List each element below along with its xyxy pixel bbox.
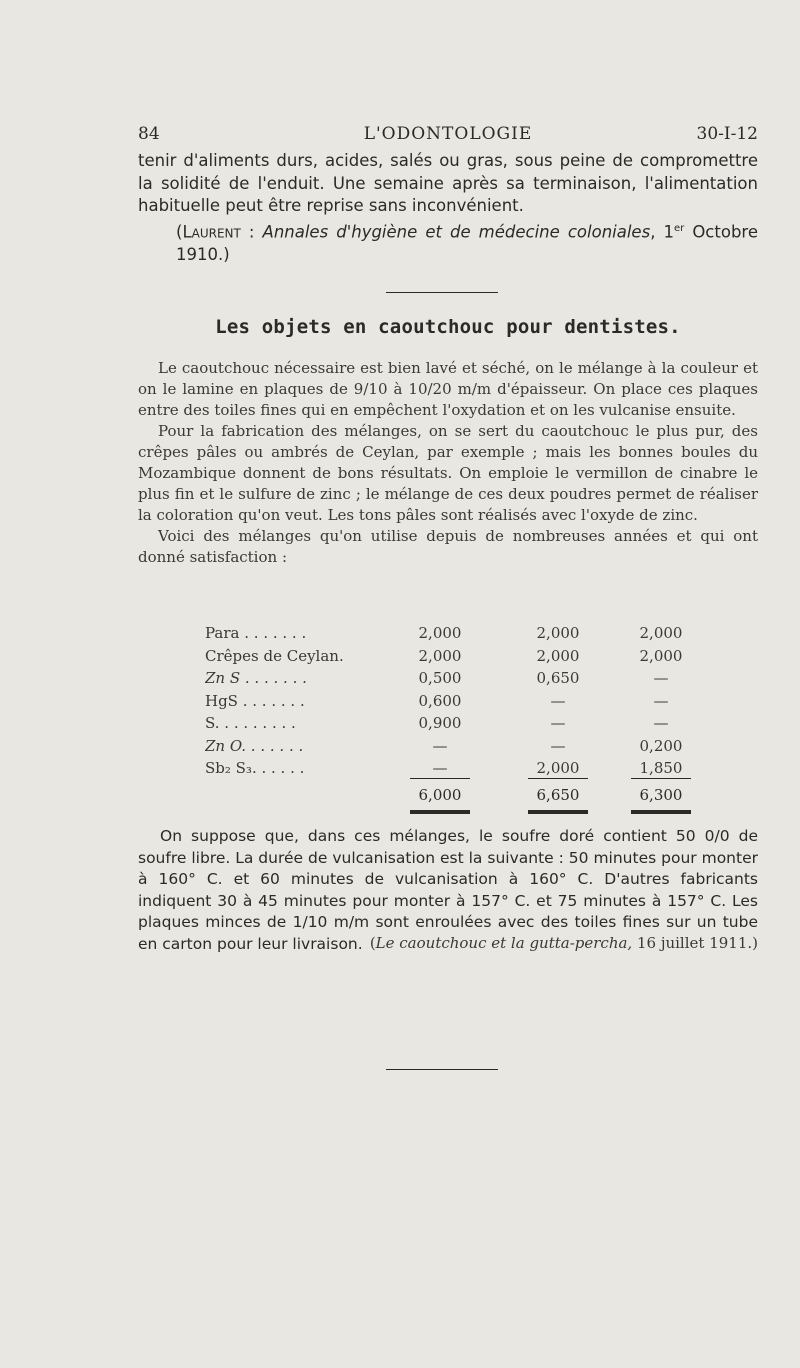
row-label: Crêpes de Ceylan. xyxy=(205,646,344,665)
reference-author: Laurent xyxy=(182,222,241,241)
running-header xyxy=(138,124,758,150)
intro-paragraph xyxy=(138,150,758,266)
reference-date: Octobre 1910.) xyxy=(176,222,758,264)
cell: 2,000 xyxy=(639,624,683,642)
cell: 0,200 xyxy=(639,736,683,755)
body-paragraph-3: Voici des mélanges qu'on utilise depuis de nombreuses années et qui ont donné satisfaction : xyxy=(138,527,758,566)
cell: — xyxy=(653,714,669,732)
table-row xyxy=(205,669,725,692)
table-row xyxy=(205,737,725,760)
cell: — xyxy=(550,691,566,710)
source-citation: (Le caoutchouc et la gutta-percha, 16 juillet 1911.) xyxy=(369,934,758,952)
cell: — xyxy=(653,691,669,710)
sum-rule xyxy=(410,778,470,781)
cell: 0,600 xyxy=(418,691,462,710)
cell: 0,500 xyxy=(418,669,462,687)
cell: 2,000 xyxy=(536,624,580,642)
section-divider xyxy=(386,292,498,293)
total-cell: 6,300 xyxy=(639,786,683,804)
cell: — xyxy=(550,736,566,755)
row-label: Sb₂ S₃. . . . . . xyxy=(205,759,305,777)
reference-title: Annales d'hygiène et de médecine coloniales xyxy=(262,222,651,241)
table-row xyxy=(205,624,725,647)
reference-citation: (Laurent : Annales d'hygiène et de médecine coloniales, 1er Octobre 1910.) xyxy=(176,222,758,264)
conclusion-paragraph: On suppose que, dans ces mélanges, le soufre doré contient 50 0/0 de soufre libre. La durée de vulcanisation est la suivante : 50 minutes pour monter à 160° C. et 60 minutes de vulcanisation à 160° C. D'autres fabricants indiquent 30 à 45 minutes pour monter à 157° C. et 75 minutes à 157° C. Les plaques minces de 1/10 m/m sont enroulées avec des toiles fines sur un tube en carton pour leur livraison. xyxy=(138,827,758,953)
cell: 2,000 xyxy=(536,759,580,777)
body-text xyxy=(138,358,758,568)
journal-title: L'ODONTOLOGIE xyxy=(363,124,533,144)
cell: 0,650 xyxy=(536,669,580,687)
reference-day: 1 xyxy=(663,222,674,241)
row-label: Zn O. . . . . . . xyxy=(205,736,304,755)
issue-date: 30-I-12 xyxy=(696,124,758,144)
cell: — xyxy=(432,759,448,777)
mixture-table xyxy=(205,624,725,782)
cell: 1,850 xyxy=(639,759,683,777)
row-label: S. . . . . . . . . xyxy=(205,714,296,732)
cell: 2,000 xyxy=(418,624,462,642)
row-label: Para . . . . . . . xyxy=(205,624,307,642)
body-paragraph-1: Le caoutchouc nécessaire est bien lavé et séché, on le mélange à la couleur et on le lamine en plaques de 9/10 à 10/20 m/m d'épaisseur. On place ces plaques entre des toiles fines qui en empêchent l'oxydation et on les vulcanise ensuite. xyxy=(138,359,758,419)
cell: — xyxy=(432,736,448,755)
reference-day-sup: er xyxy=(674,222,685,234)
cell: 2,000 xyxy=(639,646,683,665)
cell: — xyxy=(653,669,669,687)
total-rule xyxy=(631,810,691,814)
table-row xyxy=(205,714,725,737)
total-rule xyxy=(528,810,588,814)
sum-rule xyxy=(631,778,691,781)
sum-rule xyxy=(528,778,588,781)
row-label: HgS . . . . . . . xyxy=(205,691,305,710)
table-row xyxy=(205,692,725,715)
cell: — xyxy=(550,714,566,732)
cell: 2,000 xyxy=(418,646,462,665)
row-label: Zn S . . . . . . . xyxy=(205,669,307,687)
intro-text: tenir d'aliments durs, acides, salés ou gras, sous peine de compromettre la solidité de l'enduit. Une semaine après sa terminaison, l'alimentation habituelle peut être reprise sans inconvénient. xyxy=(138,151,758,215)
source-title: Le caoutchouc et la gutta-percha, xyxy=(375,934,633,952)
end-divider xyxy=(386,1069,498,1070)
cell: 2,000 xyxy=(536,646,580,665)
source-date: 16 juillet 1911.) xyxy=(632,934,758,952)
page-number: 84 xyxy=(138,124,160,144)
body-paragraph-2: Pour la fabrication des mélanges, on se sert du caoutchouc le plus pur, des crêpes pâles ou ambrés de Ceylan, par exemple ; mais les bonnes boules du Mozambique donnent de bons résultats. On emploie le vermillon de cinabre le plus fin et le sulfure de zinc ; le mélange de ces deux poudres permet de réaliser la coloration qu'on veut. Les tons pâles sont réalisés avec l'oxyde de zinc. xyxy=(138,422,758,524)
table-row xyxy=(205,647,725,670)
total-cell: 6,650 xyxy=(536,786,580,804)
total-rule xyxy=(410,810,470,814)
section-title: Les objets en caoutchouc pour dentistes. xyxy=(215,316,681,338)
total-cell: 6,000 xyxy=(418,786,462,804)
cell: 0,900 xyxy=(418,714,462,732)
